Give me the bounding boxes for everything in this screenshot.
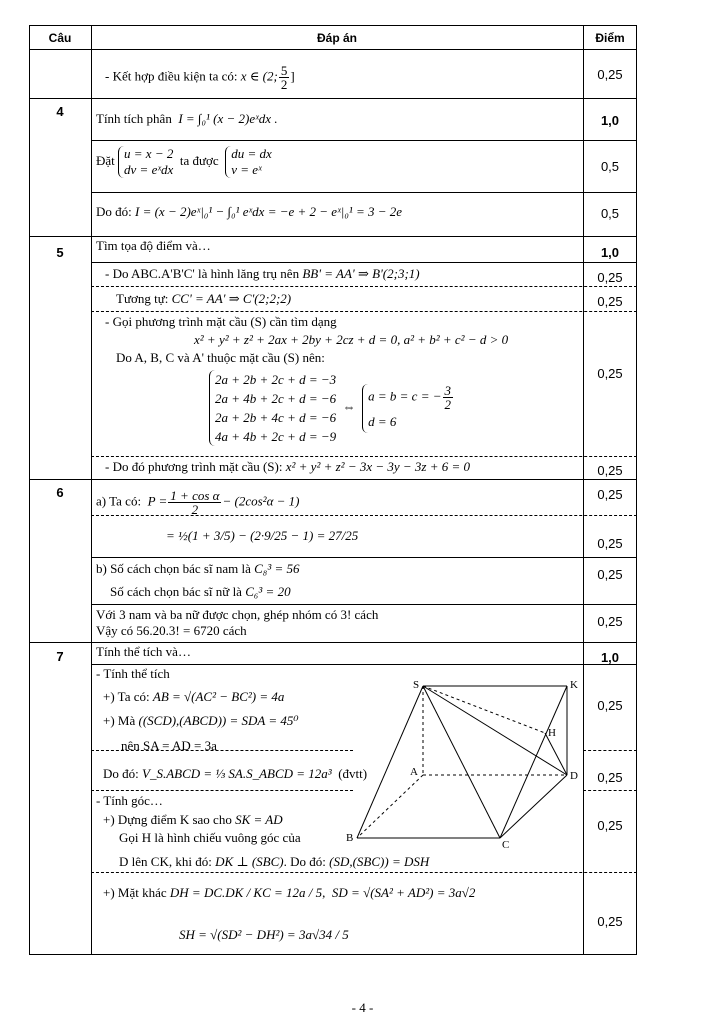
q7c-line3: D lên CK, khi đó: DK ⊥ (SBC). Do đó: (SD,(SBC)) = DSH (119, 854, 430, 869)
edge-sc (423, 686, 500, 838)
edge-sd (423, 686, 567, 775)
q5c-line2: Do A, B, C và A' thuộc mặt cầu (S) nên: (116, 350, 325, 365)
row-divider (29, 642, 637, 643)
pyramid-figure (340, 672, 583, 852)
row-divider (91, 262, 637, 263)
q7c-title: - Tính góc… (96, 793, 163, 808)
q7d-line1: +) Mặt khác DH = DC.DK / KC = 12a / 5, SD = √(SA² + AD²) = 3a√2 (103, 885, 476, 900)
row-divider (91, 664, 637, 665)
q5b-answer: Tương tự: CC' = AA' ⇒ C'(2;2;2) (116, 291, 292, 306)
row-divider (91, 192, 637, 193)
q5c-line1: - Gọi phương trình mặt cầu (S) cần tìm dạng (105, 314, 337, 329)
row-divider (29, 236, 637, 237)
q6a-point: 0,25 (597, 536, 623, 551)
col-divider (91, 25, 92, 955)
q5-point: 1,0 (600, 245, 620, 260)
row-divider (583, 790, 637, 791)
q4a-point: 0,5 (600, 159, 620, 174)
q7a-line2: +) Mà ((SCD),(ABCD)) = SDA = 45⁰ (103, 713, 299, 728)
label-k: K (570, 679, 578, 691)
q6c-point: 0,25 (597, 614, 623, 629)
q5b-point: 0,25 (597, 294, 623, 309)
q7c-line2: Gọi H là hình chiếu vuông góc của (119, 830, 301, 845)
edge-sh (423, 686, 545, 733)
page-number: - 4 - (351, 1000, 374, 1015)
edge-ab (357, 775, 423, 838)
q5a-point: 0,25 (597, 270, 623, 285)
q5d-point: 0,25 (597, 463, 623, 478)
q6b-line1: b) Số cách chọn bác sĩ nam là C₈³ = 56 (96, 561, 300, 576)
row-divider (29, 49, 637, 50)
q5c-sphere-equation: x² + y² + z² + 2ax + 2by + 2cz + d = 0, a² + b² + c² − d > 0 (194, 332, 509, 347)
q6a-answer: = ½(1 + 3/5) − (2·9/25 − 1) = 27/25 (166, 528, 359, 543)
q7c-line1: +) Dựng điểm K sao cho SK = AD (103, 812, 283, 827)
q6b-line2: Số cách chọn bác sĩ nữ là C₆³ = 20 (110, 584, 291, 599)
edge-sb (357, 686, 423, 838)
row-divider (91, 311, 637, 312)
row-divider (91, 790, 353, 791)
q4-answer: Tính tích phân I = ∫₀¹ (x − 2)eˣdx . (96, 111, 278, 126)
row-divider (91, 286, 637, 287)
row-divider (91, 456, 637, 457)
q7d-point: 0,25 (597, 914, 623, 929)
label-h: H (548, 727, 556, 739)
q7b-answer: Do đó: V_S.ABCD = ⅓ SA.S_ABCD = 12a³ (đvtt) (103, 766, 368, 781)
label-c: C (502, 839, 510, 851)
q4-point: 1,0 (600, 113, 620, 128)
row-divider (91, 872, 637, 873)
q6-number: 6 (56, 485, 64, 500)
row-divider (29, 98, 637, 99)
edge-ck (500, 686, 567, 838)
q4b-point: 0,5 (600, 206, 620, 221)
q7a-point: 0,25 (597, 698, 623, 713)
q7-title: Tính thể tích và… (96, 644, 191, 659)
q6c-line2: Vậy có 56.20.3! = 6720 cách (96, 623, 247, 638)
r0-point: 0,25 (597, 67, 623, 82)
q7a-title: - Tính thể tích (96, 666, 170, 681)
row-divider (91, 140, 637, 141)
label-b: B (346, 832, 354, 844)
q6b-point: 0,25 (597, 567, 623, 582)
row-divider (583, 750, 637, 751)
q5-title: Tìm tọa độ điểm và… (96, 238, 211, 253)
r0-answer: - Kết hợp điều kiện ta có: x ∈ (2; $\frac{5}{2}$ ] (105, 63, 295, 92)
q6c-line1: Với 3 nam và ba nữ được chọn, ghép nhóm có 3! cách (96, 607, 379, 622)
row-divider (29, 479, 637, 480)
q7b-point: 0,25 (597, 770, 623, 785)
q7d-line2: SH = √(SD² − DH²) = 3a√34 / 5 (179, 927, 349, 942)
header-cau: Câu (48, 31, 72, 45)
header-dap-an: Đáp án (316, 31, 357, 45)
label-d: D (570, 770, 578, 782)
q5-number: 5 (56, 245, 64, 260)
q7-number: 7 (56, 649, 64, 664)
q5a-answer: - Do ABC.A'B'C' là hình lăng trụ nên BB' = AA' ⇒ B'(2;3;1) (105, 266, 420, 281)
q6-answer: a) Ta có: P = $\frac{\text{1 + cos α}}{2}$ − (2cos²α − 1) (96, 488, 300, 517)
q5c-system: 2a + 2b + 2c + d = −3 2a + 4b + 2c + d = −6 2a + 2b + 4c + d = −6 4a + 4b + 2c + d = −9 ⇔ a = b = c = − $\frac{3}{2}$ d = 6 (209, 370, 454, 446)
label-a: A (410, 766, 418, 778)
q6-point: 0,25 (597, 487, 623, 502)
q7a-line3: nên SA = AD = 3a (121, 738, 217, 753)
q5c-point: 0,25 (597, 366, 623, 381)
q4a-answer: Đặt u = x − 2 dv = eˣdx ta được du = dx v = eˣ (96, 146, 272, 177)
label-s: S (413, 679, 420, 691)
q7c-point: 0,25 (597, 818, 623, 833)
q4b-answer: Do đó: I = (x − 2)eˣ|₀¹ − ∫₀¹ eˣdx = −e + 2 − eˣ|₀¹ = 3 − 2e (96, 204, 403, 219)
q4-number: 4 (56, 104, 64, 119)
q7a-line1: +) Ta có: AB = √(AC² − BC²) = 4a (103, 689, 285, 704)
row-divider (91, 557, 637, 558)
edge-cd (500, 775, 567, 838)
row-divider (91, 604, 637, 605)
header-diem: Điểm (595, 31, 625, 45)
q5d-answer: - Do đó phương trình mặt cầu (S): x² + y² + z² − 3x − 3y − 3z + 6 = 0 (105, 459, 471, 474)
q7-point: 1,0 (600, 650, 620, 665)
